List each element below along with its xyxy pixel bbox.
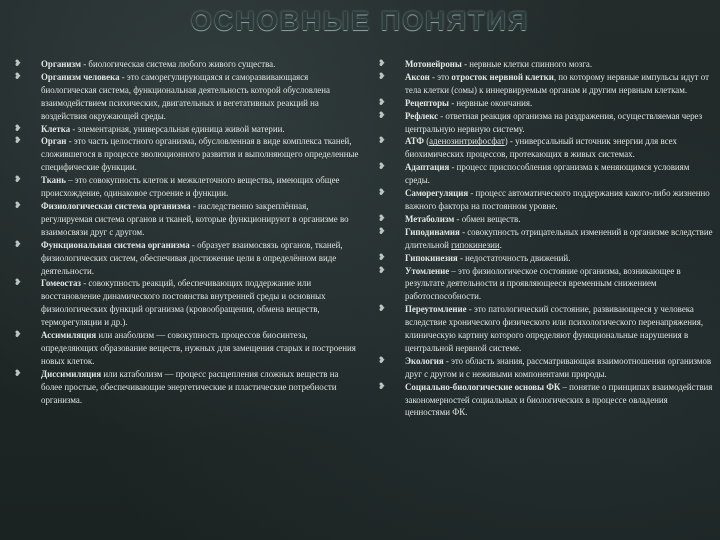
definition-body: - образует взаимосвязь органов, тканей, физиологических систем, обеспечивая достижение цели в определённом виде деятельности. — [41, 239, 343, 276]
definition-text — [41, 174, 360, 200]
definition-item — [378, 97, 714, 110]
fleuron-bullet-icon: ❥ — [378, 381, 386, 392]
fleuron-bullet-icon: ❥ — [378, 355, 386, 366]
definition-term-emphasis: отросток нервной клетки — [451, 71, 554, 82]
fleuron-bullet-icon: ❥ — [14, 71, 22, 82]
definition-body: - биологическая система любого живого существа. — [81, 59, 276, 69]
fleuron-bullet-icon: ❥ — [378, 97, 386, 108]
fleuron-bullet-icon: ❥ — [14, 136, 22, 147]
definition-term: АТФ — [405, 136, 424, 147]
definition-term: Гиподинамия — [405, 226, 460, 237]
definition-item — [378, 381, 714, 420]
definition-item — [14, 123, 360, 136]
fleuron-bullet-icon: ❥ — [14, 123, 22, 134]
definition-text — [405, 187, 714, 213]
definition-text — [405, 226, 714, 252]
definition-term: Диссимиляция — [41, 368, 102, 379]
definition-item — [378, 355, 714, 381]
definition-body: - ответная реакция организма на раздражения, осуществляемая через центральную нервную систему. — [405, 110, 703, 134]
fleuron-bullet-icon: ❥ — [14, 368, 22, 379]
definition-term: Ассимиляция — [41, 330, 97, 341]
fleuron-bullet-icon: ❥ — [14, 239, 22, 250]
definition-term: Мотонейроны — [405, 59, 462, 69]
definition-item — [378, 226, 714, 252]
fleuron-bullet-icon: ❥ — [378, 136, 386, 147]
definition-item — [378, 213, 714, 226]
definition-term: Аксон — [405, 71, 430, 82]
definition-term: Экология — [405, 355, 444, 366]
fleuron-bullet-icon: ❥ — [378, 226, 386, 237]
definition-item — [14, 277, 360, 329]
fleuron-bullet-icon: ❥ — [378, 213, 386, 224]
definition-text — [405, 355, 714, 381]
definition-text — [405, 135, 714, 161]
definition-text — [41, 277, 360, 329]
definition-item — [14, 174, 360, 200]
fleuron-bullet-icon: ❥ — [378, 162, 386, 173]
definition-text — [41, 58, 360, 71]
definition-body: – это физиологическое состояние организма, возникающее в результате деятельности и проявляющееся временным снижением работоспособности. — [405, 265, 681, 302]
definition-term: Переутомление — [405, 304, 467, 315]
definition-text — [41, 239, 360, 278]
definition-body: – это совокупность клеток и межклеточного вещества, имеющих общее происхождение, одинаковое строение и функции. — [41, 175, 340, 199]
definition-text — [405, 71, 714, 97]
definition-item — [14, 239, 360, 278]
definition-item — [378, 135, 714, 161]
definition-body-end: . — [499, 239, 502, 250]
fleuron-bullet-icon: ❥ — [14, 278, 22, 289]
definition-body: - процесс автоматического поддержания какого-либо жизненно важного фактора на постоянном уровне. — [405, 188, 710, 211]
definition-body: - это патологический состояние, развивающееся у человека вследствие хронического физического или психологического перенапряжения, клиническую картину которого определяют функциональные нарушения в центральной нервной системе. — [405, 304, 704, 353]
definition-item — [14, 368, 360, 407]
definition-body: - недостаточность движений. — [457, 252, 571, 263]
definition-body: или катаболизм — процесс расщепления сложных веществ на более простые, обеспечивающие энергетические и пластические потребности организма. — [41, 368, 339, 405]
definition-body: - это часть целостного организма, обусловленная в виде комплекса тканей, сложившегося в процессе эволюционного развития и выполняющего определенные специфические функции. — [41, 136, 359, 173]
definition-term: Адаптация — [405, 162, 450, 173]
definition-term: Гипокинезия — [405, 252, 458, 263]
definition-text — [405, 97, 714, 110]
underlined-term: гипокинезии — [451, 239, 500, 250]
definition-item — [378, 303, 714, 355]
definition-text — [405, 161, 714, 187]
fleuron-bullet-icon: ❥ — [378, 188, 386, 199]
definition-item — [14, 200, 360, 239]
fleuron-bullet-icon: ❥ — [378, 59, 386, 69]
definition-item — [378, 252, 714, 265]
definition-term: Социально-биологические основы ФК — [405, 381, 561, 392]
definition-term: Рефлекс — [405, 110, 439, 121]
definition-text — [405, 303, 714, 355]
right-column — [378, 58, 714, 419]
definition-text — [41, 135, 360, 174]
definition-term: Саморегуляция — [405, 188, 469, 199]
definition-body: - совокупность реакций, обеспечивающих поддержание или восстановление динамического постоянства внутренней среды и основных физиологических функций организма (кровообращения, обмена веществ, терморегуляции и др.). — [41, 278, 326, 328]
definition-text — [41, 329, 360, 368]
left-column — [14, 58, 360, 406]
fleuron-bullet-icon: ❥ — [378, 110, 386, 121]
definition-item — [14, 135, 360, 174]
definition-term: Орган — [41, 136, 67, 147]
definition-item — [378, 71, 714, 97]
fleuron-bullet-icon: ❥ — [14, 175, 22, 186]
definition-body: - процесс приспособления организма к меняющимся условиям среды. — [405, 162, 690, 186]
definition-text — [405, 213, 714, 226]
definition-item — [378, 58, 714, 71]
fleuron-bullet-icon: ❥ — [378, 304, 386, 315]
fleuron-bullet-icon: ❥ — [378, 265, 386, 276]
definition-term: Организм человека — [41, 71, 120, 82]
fleuron-bullet-icon: ❥ — [378, 252, 386, 263]
definition-body-end: , по которому нервные импульсы идут от тела клетки (сомы) к иннервируемым органам и другим нервным клеткам. — [405, 71, 709, 95]
definition-text — [41, 368, 360, 407]
definition-item — [378, 187, 714, 213]
definition-body-end: ) - универсальный источник энергии для всех биохимических процессов, протекающих в живых системах. — [405, 136, 677, 160]
definition-body: - обмен веществ. — [454, 213, 521, 224]
definition-text — [405, 265, 714, 304]
definition-term: Рецепторы — [405, 97, 449, 108]
definition-body: - это область знания, рассматривающая взаимоотношения организмов друг с другом и с неживыми компонентами природы. — [405, 355, 712, 379]
definition-body: - нервные клетки спинного мозга. — [461, 59, 593, 69]
fleuron-bullet-icon: ❥ — [14, 59, 22, 69]
definition-term: Ткань — [41, 175, 66, 186]
fleuron-bullet-icon: ❥ — [14, 330, 22, 341]
definition-body: или анаболизм — совокупность процессов биосинтеза, определяющих образование веществ, нужных для замещения старых и построения новых клеток. — [41, 330, 356, 366]
definition-term: Функциональная система организма — [41, 239, 190, 250]
definition-item — [14, 71, 360, 123]
definition-item — [14, 329, 360, 368]
definition-text — [405, 381, 714, 420]
definition-text — [405, 252, 714, 265]
definition-text — [405, 110, 714, 136]
fleuron-bullet-icon: ❥ — [378, 71, 386, 82]
definition-body: - совокупность отрицательных изменений в организме вследствие длительной — [405, 226, 713, 250]
definition-text — [41, 200, 360, 239]
definition-item — [14, 58, 360, 71]
definition-item — [378, 110, 714, 136]
underlined-term: аденозинтрифосфат — [429, 136, 505, 147]
definition-body: - это — [429, 71, 452, 82]
definition-item — [378, 265, 714, 304]
definition-term: Организм — [41, 59, 82, 69]
definition-term: Клетка — [41, 123, 71, 134]
definition-term: Метаболизм — [405, 213, 455, 224]
definition-text — [41, 123, 360, 136]
definition-text — [405, 58, 714, 71]
definition-item — [378, 161, 714, 187]
definition-body: - нервные окончания. — [448, 97, 533, 108]
definition-text — [41, 71, 360, 123]
definition-body: ( — [423, 136, 430, 147]
definition-body: - это саморегулирующаяся и саморазвивающаяся биологическая система, функциональная деятельность которой обусловлена взаимодействием психических, двигательных и вегетативных реакций на воздействия окружающей среды. — [41, 71, 330, 121]
fleuron-bullet-icon: ❥ — [14, 200, 22, 211]
definition-term: Гомеостаз — [41, 278, 81, 289]
definition-body: – понятие о принципах взаимодействия закономерностей социальных и биологических в процессе овладения ценностями ФК. — [405, 381, 713, 418]
definition-body: - элементарная, универсальная единица живой материи. — [70, 123, 285, 134]
slide-title: ОСНОВНЫЕ ПОНЯТИЯ — [190, 6, 530, 36]
definition-body: - наследственно закреплённая, регулируемая система органов и тканей, которые функционируют в организме во взаимосвязи друг с другом. — [41, 200, 349, 237]
definition-term: Утомление — [405, 265, 450, 276]
definition-term: Физиологическая система организма — [41, 200, 191, 211]
